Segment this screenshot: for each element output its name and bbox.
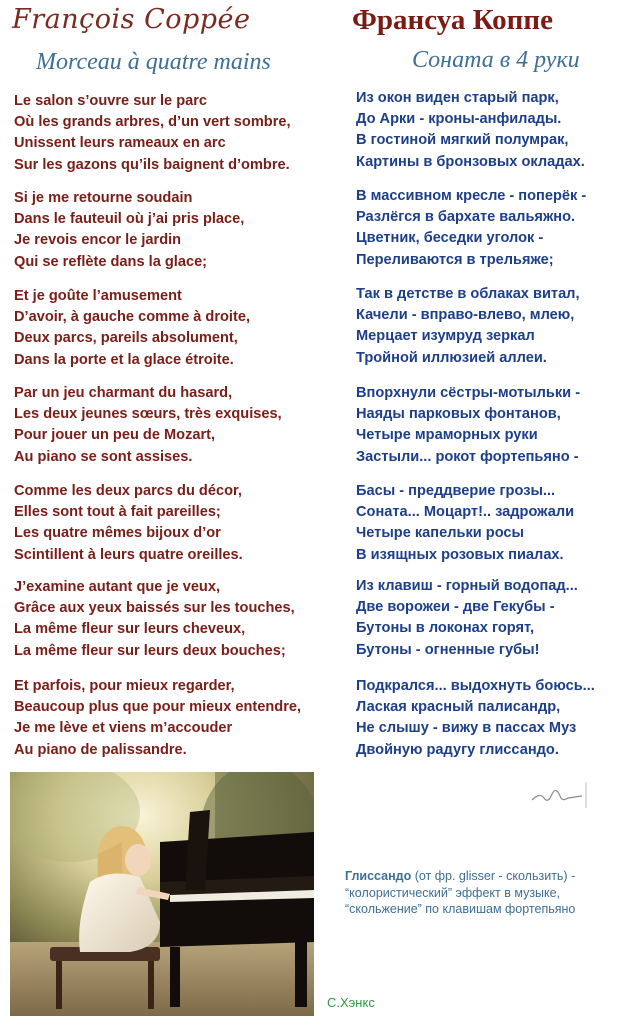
russian-stanza-4 xyxy=(356,383,580,468)
poem-line: Sur les gazons qu’ils baignent d’ombre. xyxy=(14,156,290,173)
poem-line: Et parfois, pour mieux regarder, xyxy=(14,678,235,694)
poem-line: Scintillent à leurs quatre oreilles. xyxy=(14,546,243,563)
poem-line: Картины в бронзовых окладах. xyxy=(356,153,585,170)
poem-line: Из клавиш - горный водопад... xyxy=(356,578,578,594)
glissando-note xyxy=(345,868,630,918)
french-stanza-4 xyxy=(14,383,282,468)
poem-line: Разлёгся в бархате вальяжно. xyxy=(356,209,576,226)
piano-girl-painting xyxy=(10,772,314,1016)
poem-line: Je revois encor le jardin xyxy=(14,232,182,249)
french-author: François Coppée xyxy=(12,4,251,35)
poem-line: В массивном кресле - поперёк - xyxy=(356,188,587,204)
poem-line: Grâce aux yeux baissés sur les touches, xyxy=(14,600,295,617)
french-stanza-5 xyxy=(14,481,243,566)
poem-line: Elles sont tout à fait pareilles; xyxy=(14,504,221,521)
poem-line: Et je goûte l’amusement xyxy=(14,288,182,304)
poem-line: Ласкaя красный палисандр, xyxy=(356,699,561,716)
russian-stanza-2 xyxy=(356,186,586,271)
french-title: Morceau à quatre mains xyxy=(36,49,271,75)
poem-line: Из окон виден старый парк, xyxy=(356,90,559,106)
poem-line: Deux parcs, pareils absolument, xyxy=(14,330,238,347)
poem-line: Les quatre mêmes bijoux d’or xyxy=(14,525,221,542)
poem-line: Бутоны - огненные губы! xyxy=(356,641,540,658)
poem-line: Двойную радугу глиссандо. xyxy=(356,741,559,758)
poem-line: Мерцает изумруд зеркал xyxy=(356,328,535,345)
poem-line: Si je me retourne soudain xyxy=(14,190,193,206)
french-stanza-7 xyxy=(14,676,301,761)
poem-line: Наяды парковых фонтанов, xyxy=(356,406,561,423)
poem-line: Тройной иллюзией аллеи. xyxy=(356,349,547,366)
poem-line: Beaucoup plus que pour mieux entendre, xyxy=(14,699,302,716)
poem-line: Четыре капельки росы xyxy=(356,525,525,542)
poem-line: Comme les deux parcs du décor, xyxy=(14,483,242,499)
poem-line: Соната... Моцарт!.. задрожали xyxy=(356,504,575,521)
poem-line: В гостиной мягкий полумрак, xyxy=(356,132,569,149)
poem-line: В изящных розовых пиалах. xyxy=(356,546,564,563)
poem-line: La même fleur sur leurs cheveux, xyxy=(14,621,246,638)
poem-line: Au piano se sont assises. xyxy=(14,448,193,465)
note-term: Глиссандо xyxy=(345,869,412,883)
poem-line: La même fleur sur leurs deux bouches; xyxy=(14,642,286,659)
poem-line: Le salon s’ouvre sur le parc xyxy=(14,93,208,109)
poem-line: Au piano de palissandre. xyxy=(14,741,187,758)
poem-line: Par un jeu charmant du hasard, xyxy=(14,385,233,401)
poem-line: Застыли... рокот фортепьяно - xyxy=(356,448,579,465)
russian-stanza-7 xyxy=(356,676,595,761)
poem-line: Dans le fauteuil où j’ai pris place, xyxy=(14,211,245,228)
author-signature xyxy=(526,778,590,810)
poem-line: Не слышу - вижу в пассах Муз xyxy=(356,720,577,737)
russian-stanza-3 xyxy=(356,284,580,369)
poem-line: Басы - преддверие грозы... xyxy=(356,483,556,499)
french-stanza-3 xyxy=(14,286,250,371)
russian-stanza-6 xyxy=(356,576,578,661)
french-stanza-2 xyxy=(14,188,244,273)
poem-line: Бутоны в локонах горят, xyxy=(356,620,535,637)
russian-stanza-1 xyxy=(356,88,585,173)
poem-line: Dans la porte et la glace étroite. xyxy=(14,351,234,368)
poem-line: Качели - вправо-влево, млею, xyxy=(356,307,575,324)
poem-line: Так в детстве в облаках витал, xyxy=(356,286,580,302)
poem-line: Четыре мраморных руки xyxy=(356,427,538,444)
poem-line: Подкрался... выдохнуть боюсь... xyxy=(356,678,595,694)
poem-line: D’avoir, à gauche comme à droite, xyxy=(14,309,251,326)
poem-line: Впорхнули сёстры-мотыльки - xyxy=(356,385,581,401)
translator-credit: С.Хэнкс xyxy=(327,995,375,1010)
note-definition: (от фр. glisser - скользить) - “колористический” эффект в музыке, “скольжение” по клавишам фортепьяно xyxy=(345,869,576,916)
french-stanza-1 xyxy=(14,91,291,176)
russian-title: Соната в 4 руки xyxy=(412,47,580,73)
poem-line: Pour jouer un peu de Mozart, xyxy=(14,427,216,444)
poem-line: Qui se reflète dans la glace; xyxy=(14,253,208,270)
poem-line: Les deux jeunes sœurs, très exquises, xyxy=(14,406,282,423)
poem-line: До Арки - кроны-анфилады. xyxy=(356,111,562,128)
poem-line: Две ворожеи - две Гекубы - xyxy=(356,599,555,616)
poem-line: Переливаются в трельяже; xyxy=(356,251,554,268)
poem-line: Où les grands arbres, d’un vert sombre, xyxy=(14,114,291,131)
russian-author: Франсуа Коппе xyxy=(352,4,553,36)
russian-stanza-5 xyxy=(356,481,574,566)
poem-line: Je me lève et viens m’accouder xyxy=(14,720,233,737)
poem-line: Unissent leurs rameaux en arc xyxy=(14,135,226,152)
french-stanza-6 xyxy=(14,577,295,662)
poem-line: Цветник, беседки уголок - xyxy=(356,230,544,247)
poem-line: J’examine autant que je veux, xyxy=(14,579,221,595)
